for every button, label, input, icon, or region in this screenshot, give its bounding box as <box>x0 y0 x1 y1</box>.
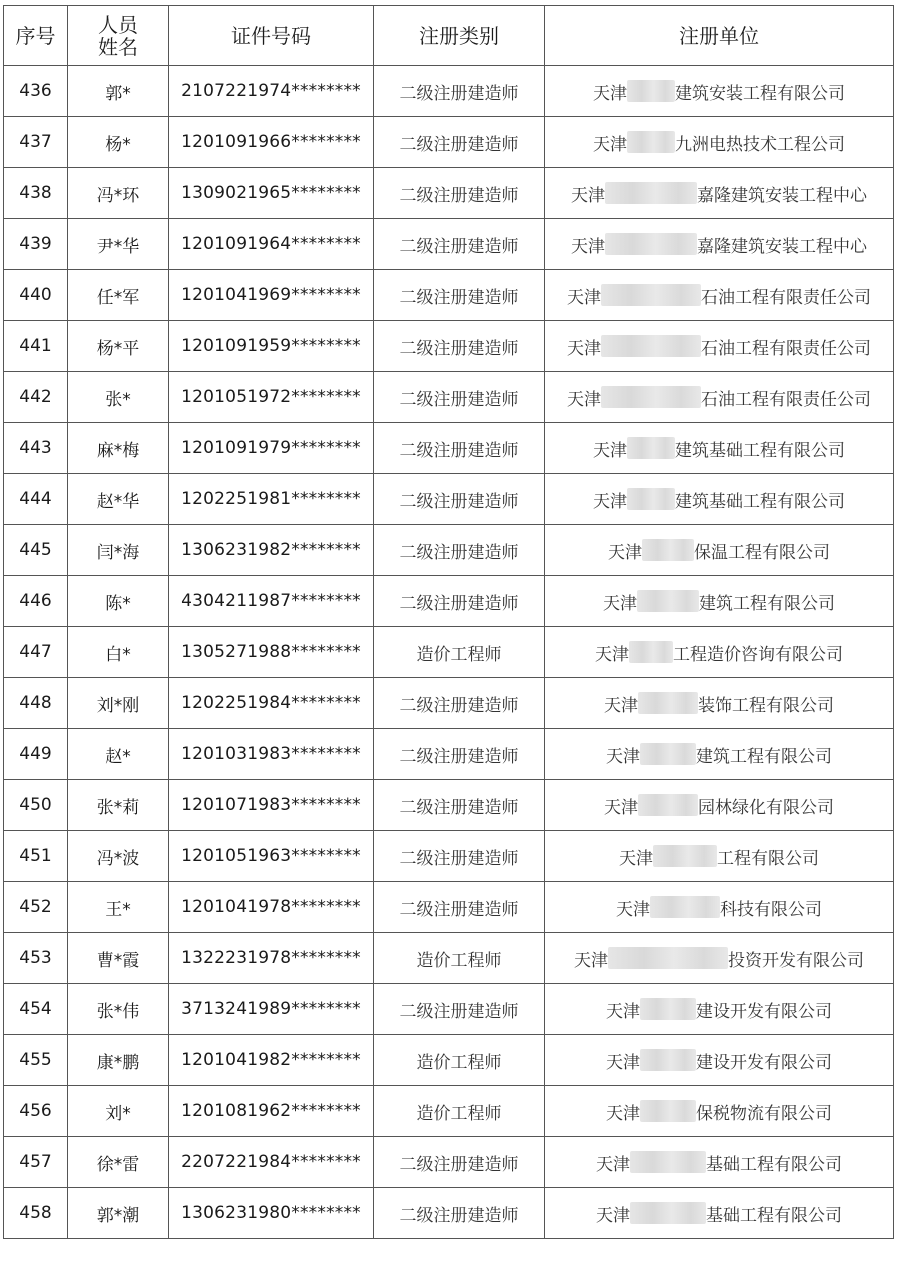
table-row <box>4 882 894 933</box>
row-unit <box>545 933 894 984</box>
row-unit <box>545 1188 894 1239</box>
row-name: 冯*环 <box>68 168 169 219</box>
row-seq: 443 <box>4 423 68 474</box>
table-row <box>4 1137 894 1188</box>
row-seq: 448 <box>4 678 68 729</box>
row-registration-type: 二级注册建造师 <box>374 882 545 933</box>
redaction-blur <box>627 488 675 510</box>
row-unit <box>545 1035 894 1086</box>
table-row <box>4 729 894 780</box>
row-seq: 441 <box>4 321 68 372</box>
row-seq: 436 <box>4 66 68 117</box>
row-unit <box>545 270 894 321</box>
unit-prefix: 天津 <box>604 695 638 716</box>
unit-prefix: 天津 <box>604 797 638 818</box>
row-unit <box>545 882 894 933</box>
row-registration-type: 二级注册建造师 <box>374 576 545 627</box>
row-registration-type: 造价工程师 <box>374 1035 545 1086</box>
header-name-line2: 姓名 <box>98 34 138 59</box>
row-id-number: 1306231980******** <box>169 1188 374 1239</box>
redaction-blur <box>642 539 694 561</box>
table-row <box>4 1188 894 1239</box>
unit-prefix: 天津 <box>606 1103 640 1124</box>
row-registration-type: 二级注册建造师 <box>374 780 545 831</box>
unit-prefix: 天津 <box>571 185 605 206</box>
row-unit <box>545 117 894 168</box>
redaction-blur <box>653 845 717 867</box>
table-row <box>4 219 894 270</box>
row-registration-type: 二级注册建造师 <box>374 219 545 270</box>
row-id-number: 1322231978******** <box>169 933 374 984</box>
row-id-number: 1201031983******** <box>169 729 374 780</box>
row-seq: 450 <box>4 780 68 831</box>
row-id-number: 1201091964******** <box>169 219 374 270</box>
unit-prefix: 天津 <box>593 440 627 461</box>
unit-prefix: 天津 <box>595 644 629 665</box>
row-unit <box>545 576 894 627</box>
row-seq: 440 <box>4 270 68 321</box>
table-row <box>4 831 894 882</box>
unit-prefix: 天津 <box>619 848 653 869</box>
row-seq: 449 <box>4 729 68 780</box>
row-unit <box>545 1086 894 1137</box>
row-seq: 451 <box>4 831 68 882</box>
redaction-blur <box>627 437 675 459</box>
row-id-number: 4304211987******** <box>169 576 374 627</box>
header-id: 证件号码 <box>169 6 374 66</box>
unit-suffix: 园林绿化有限公司 <box>698 797 834 818</box>
row-unit <box>545 729 894 780</box>
unit-prefix: 天津 <box>596 1205 630 1226</box>
row-unit <box>545 525 894 576</box>
row-id-number: 1201041978******** <box>169 882 374 933</box>
row-registration-type: 二级注册建造师 <box>374 1188 545 1239</box>
row-id-number: 1201091966******** <box>169 117 374 168</box>
unit-prefix: 天津 <box>596 1154 630 1175</box>
row-unit <box>545 780 894 831</box>
unit-prefix: 天津 <box>593 83 627 104</box>
redaction-blur <box>638 692 698 714</box>
row-unit <box>545 627 894 678</box>
row-registration-type: 二级注册建造师 <box>374 525 545 576</box>
row-name: 赵* <box>68 729 169 780</box>
row-seq: 456 <box>4 1086 68 1137</box>
row-registration-type: 二级注册建造师 <box>374 423 545 474</box>
header-name-line1: 人员 <box>98 12 138 37</box>
row-name: 冯*波 <box>68 831 169 882</box>
redaction-blur <box>640 743 696 765</box>
unit-suffix: 基础工程有限公司 <box>706 1205 842 1226</box>
row-name: 任*军 <box>68 270 169 321</box>
unit-prefix: 天津 <box>606 1052 640 1073</box>
unit-prefix: 天津 <box>603 593 637 614</box>
unit-suffix: 石油工程有限责任公司 <box>701 389 871 410</box>
row-id-number: 1202251981******** <box>169 474 374 525</box>
table-row <box>4 984 894 1035</box>
table-row <box>4 372 894 423</box>
table-row <box>4 933 894 984</box>
table-row <box>4 117 894 168</box>
row-id-number: 1309021965******** <box>169 168 374 219</box>
unit-prefix: 天津 <box>608 542 642 563</box>
row-seq: 437 <box>4 117 68 168</box>
redaction-blur <box>605 233 697 255</box>
unit-prefix: 天津 <box>606 746 640 767</box>
table-body <box>4 66 894 1239</box>
header-name <box>68 6 169 66</box>
redaction-blur <box>640 1049 696 1071</box>
unit-prefix: 天津 <box>571 236 605 257</box>
table-row <box>4 678 894 729</box>
row-unit <box>545 321 894 372</box>
table-row <box>4 780 894 831</box>
unit-suffix: 建筑基础工程有限公司 <box>675 440 845 461</box>
redaction-blur <box>640 1100 696 1122</box>
redaction-blur <box>627 131 675 153</box>
row-registration-type: 二级注册建造师 <box>374 168 545 219</box>
table-row <box>4 168 894 219</box>
redaction-blur <box>640 998 696 1020</box>
row-unit <box>545 984 894 1035</box>
row-id-number: 1201041969******** <box>169 270 374 321</box>
row-name: 王* <box>68 882 169 933</box>
row-id-number: 1306231982******** <box>169 525 374 576</box>
row-name: 白* <box>68 627 169 678</box>
row-name: 张*伟 <box>68 984 169 1035</box>
unit-suffix: 嘉隆建筑安装工程中心 <box>697 185 867 206</box>
unit-suffix: 建筑工程有限公司 <box>699 593 835 614</box>
table-row <box>4 423 894 474</box>
unit-suffix: 科技有限公司 <box>720 899 822 920</box>
row-registration-type: 二级注册建造师 <box>374 321 545 372</box>
unit-suffix: 装饰工程有限公司 <box>698 695 834 716</box>
redaction-blur <box>637 590 699 612</box>
row-unit <box>545 372 894 423</box>
row-registration-type: 二级注册建造师 <box>374 1137 545 1188</box>
row-id-number: 1201051963******** <box>169 831 374 882</box>
unit-prefix: 天津 <box>567 389 601 410</box>
redaction-blur <box>627 80 675 102</box>
unit-suffix: 九洲电热技术工程公司 <box>675 134 845 155</box>
row-name: 杨* <box>68 117 169 168</box>
unit-suffix: 嘉隆建筑安装工程中心 <box>697 236 867 257</box>
row-unit <box>545 831 894 882</box>
row-name: 尹*华 <box>68 219 169 270</box>
row-seq: 442 <box>4 372 68 423</box>
redaction-blur <box>650 896 720 918</box>
row-registration-type: 造价工程师 <box>374 627 545 678</box>
row-seq: 444 <box>4 474 68 525</box>
row-seq: 445 <box>4 525 68 576</box>
unit-suffix: 建筑安装工程有限公司 <box>675 83 845 104</box>
row-unit <box>545 168 894 219</box>
header-unit: 注册单位 <box>545 6 894 66</box>
registration-table <box>3 5 894 1239</box>
row-name: 刘* <box>68 1086 169 1137</box>
row-name: 郭*潮 <box>68 1188 169 1239</box>
row-name: 张*莉 <box>68 780 169 831</box>
unit-suffix: 工程有限公司 <box>717 848 819 869</box>
row-registration-type: 二级注册建造师 <box>374 729 545 780</box>
row-unit <box>545 1137 894 1188</box>
redaction-blur <box>605 182 697 204</box>
unit-suffix: 石油工程有限责任公司 <box>701 287 871 308</box>
unit-suffix: 建筑基础工程有限公司 <box>675 491 845 512</box>
row-seq: 446 <box>4 576 68 627</box>
redaction-blur <box>601 284 701 306</box>
redaction-blur <box>601 386 701 408</box>
row-seq: 438 <box>4 168 68 219</box>
table-row <box>4 576 894 627</box>
redaction-blur <box>638 794 698 816</box>
row-seq: 453 <box>4 933 68 984</box>
row-seq: 439 <box>4 219 68 270</box>
table-row <box>4 1086 894 1137</box>
unit-prefix: 天津 <box>567 338 601 359</box>
row-seq: 454 <box>4 984 68 1035</box>
unit-suffix: 建筑工程有限公司 <box>696 746 832 767</box>
unit-suffix: 工程造价咨询有限公司 <box>673 644 843 665</box>
row-registration-type: 二级注册建造师 <box>374 66 545 117</box>
row-registration-type: 造价工程师 <box>374 933 545 984</box>
row-name: 郭* <box>68 66 169 117</box>
table-row <box>4 321 894 372</box>
row-seq: 447 <box>4 627 68 678</box>
row-name: 麻*梅 <box>68 423 169 474</box>
table-row <box>4 474 894 525</box>
row-name: 杨*平 <box>68 321 169 372</box>
row-id-number: 3713241989******** <box>169 984 374 1035</box>
table-row <box>4 525 894 576</box>
row-registration-type: 造价工程师 <box>374 1086 545 1137</box>
redaction-blur <box>630 1151 706 1173</box>
row-registration-type: 二级注册建造师 <box>374 372 545 423</box>
row-name: 张* <box>68 372 169 423</box>
row-name: 陈* <box>68 576 169 627</box>
unit-suffix: 建设开发有限公司 <box>696 1052 832 1073</box>
table-row <box>4 627 894 678</box>
row-id-number: 1201071983******** <box>169 780 374 831</box>
redaction-blur <box>608 947 728 969</box>
row-unit <box>545 219 894 270</box>
row-id-number: 1201091959******** <box>169 321 374 372</box>
header-row <box>4 6 894 66</box>
row-name: 赵*华 <box>68 474 169 525</box>
row-unit <box>545 678 894 729</box>
redaction-blur <box>629 641 673 663</box>
row-unit <box>545 474 894 525</box>
unit-prefix: 天津 <box>574 950 608 971</box>
header-type: 注册类别 <box>374 6 545 66</box>
row-registration-type: 二级注册建造师 <box>374 117 545 168</box>
redaction-blur <box>601 335 701 357</box>
row-id-number: 1201091979******** <box>169 423 374 474</box>
row-name: 刘*刚 <box>68 678 169 729</box>
row-name: 康*鹏 <box>68 1035 169 1086</box>
row-registration-type: 二级注册建造师 <box>374 831 545 882</box>
unit-suffix: 保税物流有限公司 <box>696 1103 832 1124</box>
unit-prefix: 天津 <box>567 287 601 308</box>
row-seq: 455 <box>4 1035 68 1086</box>
unit-prefix: 天津 <box>606 1001 640 1022</box>
row-id-number: 1202251984******** <box>169 678 374 729</box>
unit-suffix: 石油工程有限责任公司 <box>701 338 871 359</box>
unit-prefix: 天津 <box>616 899 650 920</box>
unit-prefix: 天津 <box>593 134 627 155</box>
row-name: 闫*海 <box>68 525 169 576</box>
row-registration-type: 二级注册建造师 <box>374 270 545 321</box>
unit-suffix: 投资开发有限公司 <box>728 950 864 971</box>
table-row <box>4 1035 894 1086</box>
redaction-blur <box>630 1202 706 1224</box>
unit-suffix: 基础工程有限公司 <box>706 1154 842 1175</box>
row-name: 曹*霞 <box>68 933 169 984</box>
table-row <box>4 66 894 117</box>
row-seq: 458 <box>4 1188 68 1239</box>
row-seq: 452 <box>4 882 68 933</box>
row-seq: 457 <box>4 1137 68 1188</box>
row-registration-type: 二级注册建造师 <box>374 678 545 729</box>
unit-suffix: 建设开发有限公司 <box>696 1001 832 1022</box>
row-name: 徐*雷 <box>68 1137 169 1188</box>
row-unit <box>545 66 894 117</box>
header-seq: 序号 <box>4 6 68 66</box>
row-id-number: 1201041982******** <box>169 1035 374 1086</box>
table-row <box>4 270 894 321</box>
row-registration-type: 二级注册建造师 <box>374 474 545 525</box>
row-unit <box>545 423 894 474</box>
row-id-number: 1305271988******** <box>169 627 374 678</box>
unit-suffix: 保温工程有限公司 <box>694 542 830 563</box>
row-id-number: 1201051972******** <box>169 372 374 423</box>
unit-prefix: 天津 <box>593 491 627 512</box>
row-id-number: 1201081962******** <box>169 1086 374 1137</box>
row-id-number: 2207221984******** <box>169 1137 374 1188</box>
row-registration-type: 二级注册建造师 <box>374 984 545 1035</box>
row-id-number: 2107221974******** <box>169 66 374 117</box>
